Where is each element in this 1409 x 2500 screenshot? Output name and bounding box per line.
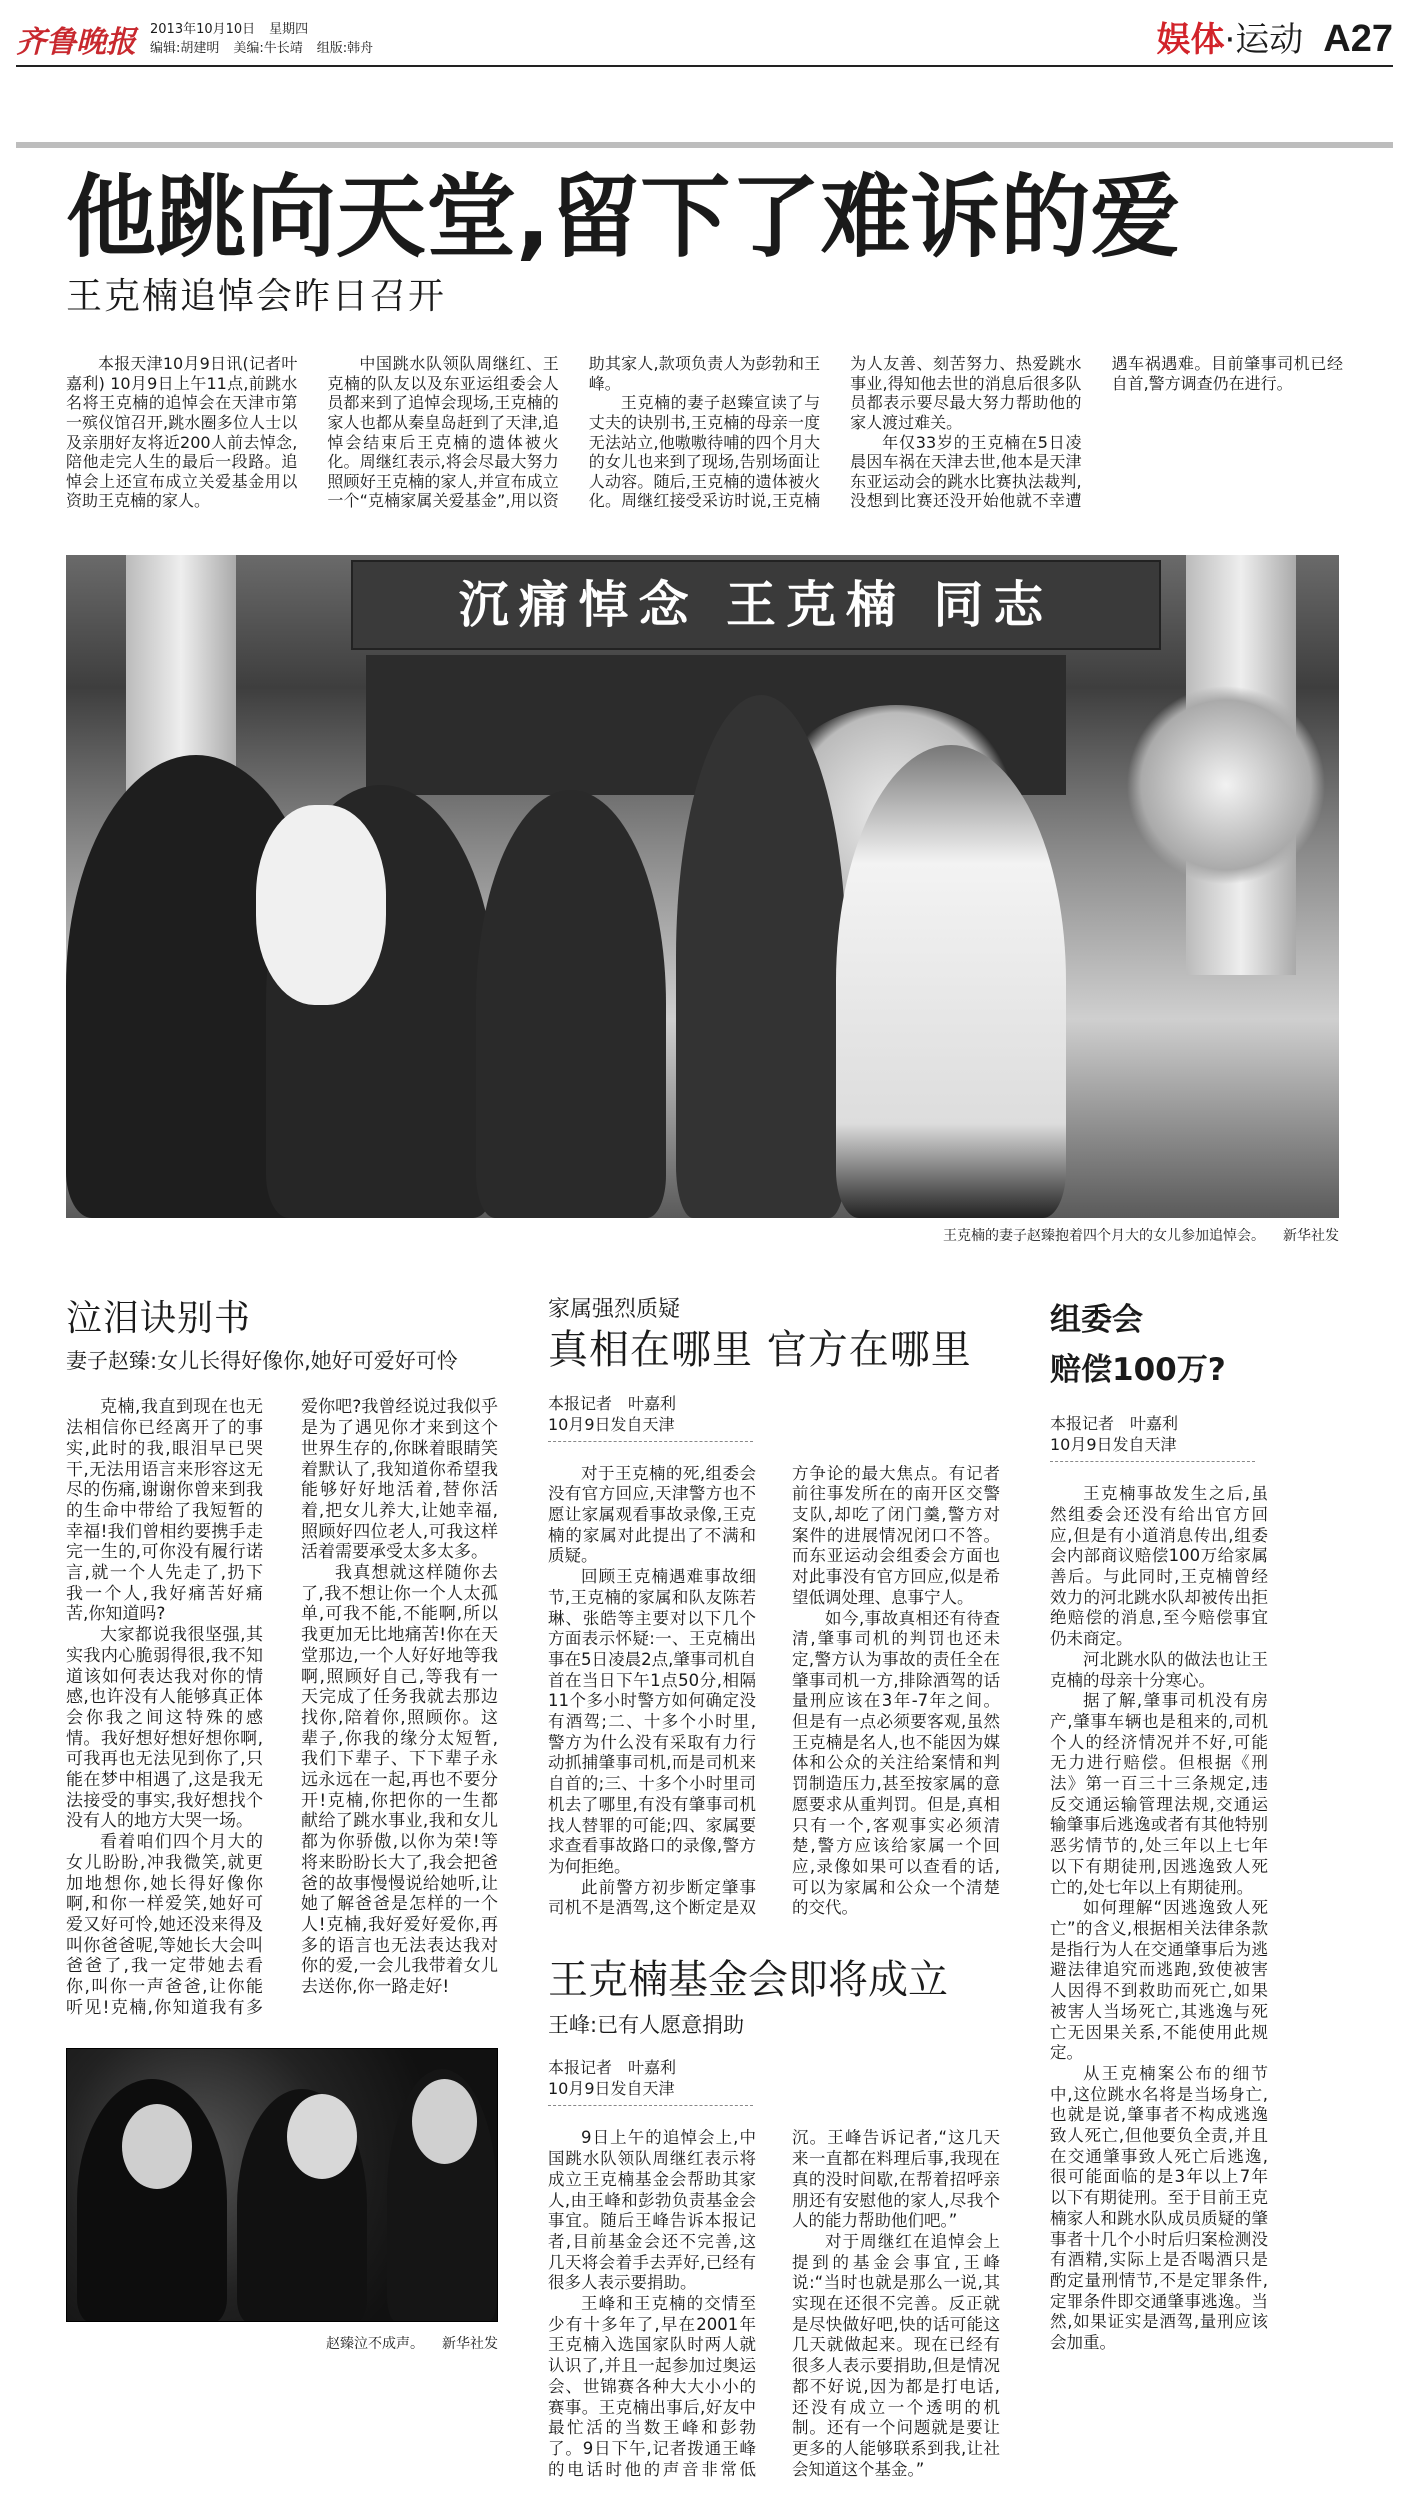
paragraph: 对于王克楠的死,组委会没有官方回应,天津警方也不愿让家属观看事故录像,王克楠的家属对此提出了不满和质疑。 — [548, 1463, 756, 1566]
face — [122, 2104, 192, 2189]
paragraph: 对于周继红在追悼会上提到的基金会事宜,王峰说:“当时也就是那么一说,其实现在还很不完善。反正就是尽快做好吧,快的话可能这几天就做起来。现在已经有很多人表示要捐助,但是情况都不好说,因为都是打电话,还没有成立一个透明的机制。还有一个问题就是要让更多的人能够联系到我,让社会知道这个基金。” — [792, 2231, 1000, 2479]
main-subheadline: 王克楠追悼会昨日召开 — [66, 275, 447, 317]
paragraph: 本报天津10月9日讯(记者叶嘉利) 10月9日上午11点,前跳水名将王克楠的追悼会在天津市第一殡仪馆召开,跳水圈多位人士以及亲朋好友将近200人前去悼念,陪他走完人生的最后一段路。追悼会上还宣布成立关爱基金用以资助王克楠的家人。 — [66, 354, 298, 511]
mourner-figure — [476, 790, 666, 1218]
right-column — [1050, 1296, 1268, 2354]
photo-credit: 新华社发 — [442, 2336, 498, 2353]
caption-text: 赵臻泣不成声。 — [326, 2336, 424, 2353]
baby-figure — [256, 805, 386, 1005]
paragraph: 此前警方初步断定肇事司机不是酒驾,这个断定是双方争论的最大焦点。有记者前往事发所在的南开区交警支队,却吃了闭门羹,警方对案件的进展情况闭口不答。而东亚运动会组委会方面也对此事没有官方回应,似是希望低调处理、息事宁人。 — [548, 1463, 1000, 1918]
truth-title: 真相在哪里 官方在哪里 — [548, 1326, 972, 1373]
letter-column — [66, 1296, 498, 2354]
newspaper-logo: 齐鲁晚报 — [16, 25, 136, 60]
section-label-rest: ·运动 — [1224, 20, 1304, 60]
paragraph: 大家都说我很坚强,其实我内心脆弱得很,我不知道该如何表达我对你的情感,也许没有人能够真正体会你我之间这特殊的感情。我好想好想好想你啊,可我再也无法见到你了,只能在梦中相遇了,这是我无法接受的事实,我好想找个没有人的地方大哭一场。 — [66, 1625, 263, 1832]
caption-text: 王克楠的妻子赵臻抱着四个月大的女儿参加追悼会。 — [943, 1228, 1265, 1245]
main-headline: 他跳向天堂,留下了难诉的爱 — [66, 165, 1181, 270]
paragraph: 王克楠的妻子赵臻宣读了与丈夫的诀别书,王克楠的母亲一度无法站立,他嗷嗷待哺的四个月大的女儿也来到了现场,告别场面让人动容。随后,王克楠的遗体被火化。周继红接受采访时说,王克楠为人友善、刻苦努力、热爱跳水事业,得知他去世的消息后很多队员都表示要尽最大努力帮助他的家人渡过难关。 — [588, 354, 1082, 511]
letter-title: 泣泪诀别书 — [66, 1298, 252, 1340]
paragraph: 王克楠事故发生之后,虽然组委会还没有给出官方回应,但是有小道消息传出,组委会内部商议赔偿100万给家属善后。与此同时,王克楠曾经效力的河北跳水队却被传出拒绝赔偿的消息,至今赔偿事宜仍未商定。 — [1050, 1484, 1268, 1649]
paragraph: 9日上午的追悼会上,中国跳水队领队周继红表示将成立王克楠基金会帮助其家人,由王峰和彭勃负责基金会事宜。随后王峰告诉本报记者,目前基金会还不完善,这几天将会着手去弄好,已经有很多人表示要捐助。 — [548, 2128, 756, 2293]
compensation-body — [1050, 1484, 1268, 2354]
weekday: 星期四 — [269, 22, 309, 37]
memorial-banner: 沉痛悼念 王克楠 同志 — [351, 560, 1161, 650]
paragraph: 如何理解“因逃逸致人死亡”的含义,根据相关法律条款是指行为人在交通肇事后为逃避法律追究而逃跑,致使被害人因得不到救助而死亡,如果被害人当场死亡,其逃逸与死亡无因果关系,不能使用此规定。 — [1050, 1898, 1268, 2063]
fund-body — [548, 2128, 1000, 2480]
middle-column — [548, 1296, 1000, 2480]
compensation-title-1: 组委会 — [1050, 1302, 1143, 1339]
issue-info — [150, 20, 387, 58]
masthead-left — [16, 17, 387, 61]
paragraph: 如今,事故真相还有待查清,肇事司机的判罚也还未定,警方认为事故的责任全在肇事司机一方,排除酒驾的话量刑应该在3年-7年之间。但是有一点必须要客观,虽然王克楠是名人,也不能因为媒体和公众的关注给案情和判罚制造压力,甚至按家属的意愿要求从重判罚。但是,真相只有一个,客观事实必须清楚,警方应该给家属一个回应,录像如果可以查看的话,可以为家属和公众一个清楚的交代。 — [792, 1608, 1000, 1918]
date: 2013年10月10日 — [150, 22, 256, 37]
crying-photo — [66, 2048, 498, 2322]
paragraph: 回顾王克楠遇难事故细节,王克楠的家属和队友陈若琳、张皓等主要对以下几个方面表示怀疑:一、王克楠出事在5日凌晨2点,肇事司机自首在当日下午1点50分,相隔11个多小时警方如何确定没有酒驾;二、十多个小时里,警方为什么没有采取有力行动抓捕肇事司机,而是司机来自首的;三、十多个小时里司机去了哪里,有没有肇事司机找人替罪的可能;四、家属要求查看事故路口的录像,警方为何拒绝。 — [548, 1567, 756, 1876]
truth-byline — [548, 1393, 753, 1442]
face — [412, 2079, 477, 2164]
art-editor: 美编:牛长靖 — [233, 41, 303, 56]
reporter: 本报记者 叶嘉利 — [1050, 1414, 1179, 1434]
letter-body — [66, 1397, 498, 2018]
lower-section — [66, 1296, 1343, 2480]
paragraph: 看着咱们四个月大的女儿盼盼,冲我微笑,就更加地想你,她长得好像你啊,和你一样爱笑,她好可爱又好可怜,她还没来得及叫你爸爸呢,等她长大会叫爸爸了,我一定带她去看你,叫你一声爸爸,让你能听见!克楠,你知道我有多爱你吧?我曾经说过我似乎是为了遇见你才来到这个世界生存的,你眯着眼睛笑着默认了,我知道你希望我能够好好地活着,替你活着,把女儿养大,让她幸福,照顾好四位老人,可我这样活着需要承受太多太多。 — [66, 1397, 498, 2018]
paragraph: 我真想就这样随你去了,我不想让你一个人太孤单,可我不能,不能啊,所以我更加无比地痛苦!你在天堂那边,一个人好好地等我啊,照顾好自己,等我有一天完成了任务我就去那边找你,陪着你,照顾你。这辈子,你我的缘分太短暂,我们下辈子、下下辈子永远永远在一起,再也不要分开!克楠,你把你的一生都献给了跳水事业,我和女儿都为你骄傲,以你为荣!等将来盼盼长大了,我会把爸爸的故事慢慢说给她听,让她了解爸爸是怎样的一个人!克楠,我好爱好爱你,再多的语言也无法表达我对你的爱,一会儿我带着女儿去送你,你一路走好! — [301, 1563, 498, 1998]
reporter: 本报记者 叶嘉利 — [548, 2058, 677, 2078]
paragraph: 王峰和王克楠的交情至少有十多年了,早在2001年王克楠入选国家队时两人就认识了,并且一起参加过奥运会、世锦赛各种大大小小的赛事。王克楠出事后,好友中最忙活的当数王峰和彭勃了。9日下午,记者拨通王峰的电话时他的声音非常低沉。王峰告诉记者,“这几天来一直都在料理后事,我现在真的没时间歇,在帮着招呼亲朋还有安慰他的家人,尽我个人的能力帮助他们吧。” — [548, 2128, 1000, 2479]
paragraph: 据了解,肇事司机没有房产,肇事车辆也是租来的,司机个人的经济情况并不好,可能无力进行赔偿。但根据《刑法》第一百三十三条规定,违反交通运输管理法规,交通运输肇事后逃逸或者有其他特别恶劣情节的,处三年以上七年以下有期徒刑,因逃逸致人死亡的,处七年以上有期徒刑。 — [1050, 1691, 1268, 1897]
section-rule — [16, 142, 1393, 148]
wreath — [1126, 685, 1326, 885]
masthead-right — [1156, 12, 1393, 61]
dateline: 10月9日发自天津 — [548, 2079, 675, 2099]
lead-article — [66, 354, 1343, 511]
fund-subtitle: 王峰:已有人愿意捐助 — [548, 2013, 745, 2038]
paragraph: 克楠,我直到现在也无法相信你已经离开了的事实,此时的我,眼泪早已哭干,无法用语言来形容这无尽的伤痛,谢谢你曾来到我的生命中带给了我短暂的幸福!我们曾相约要携手走完一生的,可你没有履行诺言,就一个人先走了,扔下我一个人,我好痛苦好痛苦,你知道吗? — [66, 1397, 263, 1625]
reporter: 本报记者 叶嘉利 — [548, 1393, 677, 1413]
paragraph: 从王克楠案公布的细节中,这位跳水名将是当场身亡,也就是说,肇事者不构成逃逸致人死亡,但他要负全责,并且在交通肇事致人死亡后逃逸,很可能面临的是3年以上7年以下有期徒刑。至于目前王克楠家人和跳水队成员质疑的肇事者十几个小时后归案检测没有酒精,实际上是否喝酒只是酌定量刑情节,不是定罪条件,定罪条件即交通肇事逃逸。当然,如果证实是酒驾,量刑应该会加重。 — [1050, 2063, 1268, 2353]
face — [287, 2094, 357, 2179]
woman-figure — [836, 745, 1066, 1218]
dateline: 10月9日发自天津 — [1050, 1435, 1177, 1455]
fund-byline — [548, 2057, 753, 2106]
man-figure — [676, 695, 846, 1218]
compensation-title-2: 赔偿100万? — [1050, 1351, 1226, 1388]
editor: 编辑:胡建明 — [150, 41, 220, 56]
dateline: 10月9日发自天津 — [548, 1414, 675, 1434]
page-content — [16, 166, 1393, 2480]
photo-credit: 新华社发 — [1283, 1228, 1339, 1245]
small-photo-caption — [66, 2334, 498, 2354]
layout-editor: 组版:韩舟 — [316, 41, 374, 56]
section-label-red: 娱体 — [1156, 20, 1225, 60]
truth-body — [548, 1464, 1000, 1919]
main-photo-caption — [66, 1226, 1339, 1246]
masthead — [16, 12, 1393, 67]
paragraph: 河北跳水队的做法也让王克楠的母亲十分寒心。 — [1050, 1649, 1268, 1690]
staff-credits — [150, 39, 387, 58]
section-label — [1156, 12, 1303, 61]
truth-kicker: 家属强烈质疑 — [548, 1297, 681, 1323]
issue-date — [150, 20, 387, 39]
letter-subtitle: 妻子赵臻:女儿长得好像你,她好可爱好可怜 — [66, 1349, 458, 1374]
page-number: A27 — [1323, 18, 1393, 60]
paragraph: 中国跳水队领队周继红、王克楠的队友以及东亚运组委会人员都来到了追悼会现场,王克楠的家人也都从秦皇岛赶到了天津,追悼会结束后王克楠的遗体被火化。周继红表示,将会尽最大努力照顾好王克楠的家人,并宣布成立一个“克楠家属关爱基金”,用以资助其家人,款项负责人为彭勃和王峰。 — [327, 354, 821, 511]
paragraph: 年仅33岁的王克楠在5日凌晨因车祸在天津去世,他本是天津东亚运动会的跳水比赛执法裁判,没想到比赛还没开始他就不幸遭遇车祸遇难。目前肇事司机已经自首,警方调查仍在进行。 — [850, 354, 1343, 511]
fund-title: 王克楠基金会即将成立 — [548, 1957, 948, 2004]
main-photo — [66, 555, 1339, 1218]
compensation-byline — [1050, 1413, 1255, 1462]
